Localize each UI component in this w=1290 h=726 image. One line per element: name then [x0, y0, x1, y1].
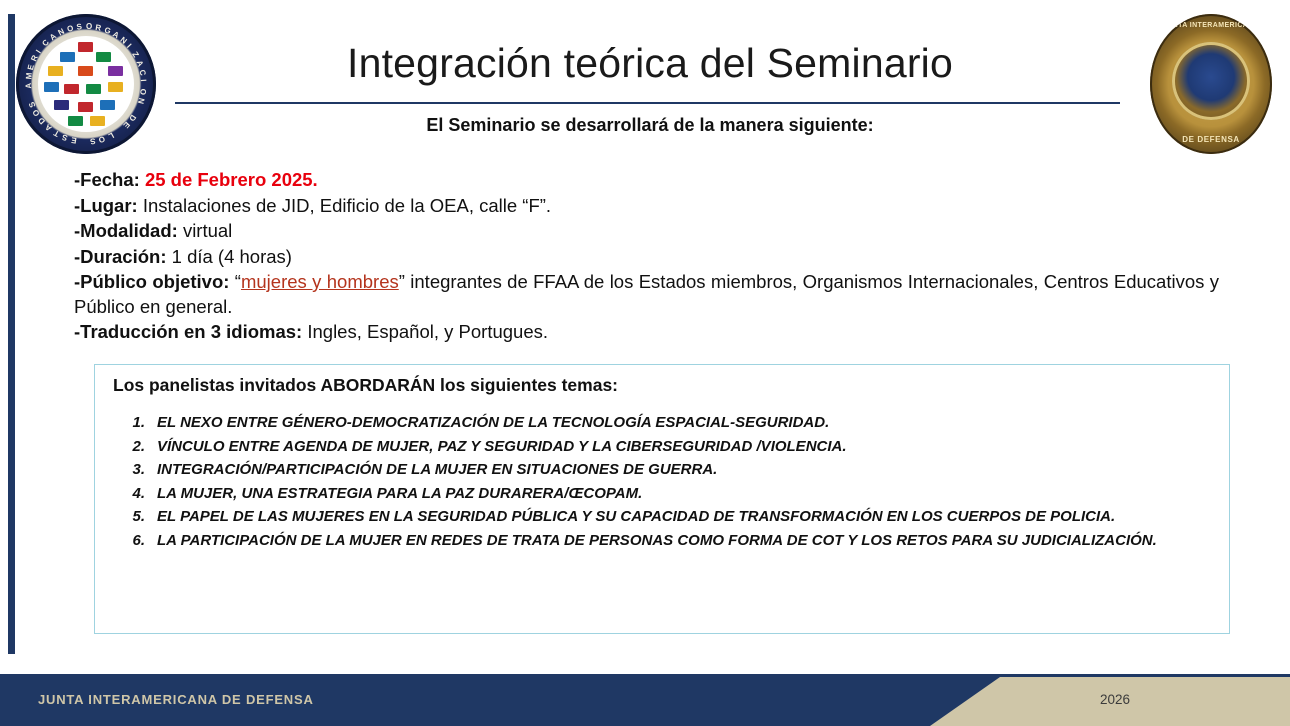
details-list	[74, 168, 1219, 346]
list-item	[115, 507, 1215, 527]
flag-dot	[54, 100, 69, 110]
list-item-text: LA MUJER, UNA ESTRATEGIA PARA LA PAZ DURARERA/ŒCOPAM.	[157, 484, 643, 502]
list-item	[115, 460, 1215, 480]
flag-dot	[108, 82, 123, 92]
list-item	[115, 531, 1215, 551]
list-item-number: 6.	[132, 531, 145, 549]
list-item	[115, 484, 1215, 504]
list-item-number: 4.	[132, 484, 145, 502]
oas-emblem-icon	[16, 14, 156, 154]
flag-dot	[68, 116, 83, 126]
flag-dot	[86, 84, 101, 94]
flag-dot	[90, 116, 105, 126]
footer-year-label: 2026	[1100, 692, 1131, 707]
detail-label: -Lugar:	[74, 194, 138, 216]
flag-dot	[96, 52, 111, 62]
jid-emblem-icon	[1150, 14, 1272, 154]
jid-emblem-top-text: JUNTA INTERAMERICANA	[1162, 22, 1260, 29]
flag-dot	[100, 100, 115, 110]
detail-value: 1 día (4 horas)	[171, 245, 292, 267]
detail-label: -Modalidad:	[74, 220, 178, 241]
flag-dot	[78, 66, 93, 76]
footer-organization-label: JUNTA INTERAMERICANA DE DEFENSA	[38, 692, 314, 707]
page-title: Integración teórica del Seminario	[347, 40, 953, 86]
list-item-text: EL NEXO ENTRE GÉNERO-DEMOCRATIZACIÓN DE LA TECNOLOGÍA ESPACIAL-SEGURIDAD.	[157, 414, 830, 431]
detail-row-traduccion	[74, 320, 1219, 345]
list-item-text: EL PAPEL DE LAS MUJERES EN LA SEGURIDAD PÚBLICA Y SU CAPACIDAD DE TRANSFORMACIÓN EN LOS CUERPOS DE POLICIA.	[157, 508, 1116, 525]
detail-quote-open: “	[234, 271, 241, 292]
topics-panel	[94, 364, 1230, 634]
list-item	[115, 437, 1215, 457]
detail-row-lugar	[74, 194, 1219, 219]
slide-footer	[0, 674, 1290, 726]
jid-emblem-bottom-text: DE DEFENSA	[1182, 135, 1240, 144]
detail-row-duracion	[74, 245, 1219, 270]
flag-dot	[60, 52, 75, 62]
list-item-number: 5.	[132, 508, 145, 525]
detail-value: 25 de Febrero 2025.	[144, 169, 318, 190]
oas-emblem-inner	[38, 36, 134, 132]
list-item-text: INTEGRACIÓN/PARTICIPACIÓN DE LA MUJER EN SITUACIONES DE GUERRA.	[157, 461, 718, 478]
detail-label: -Duración:	[74, 245, 167, 267]
slide-header	[0, 0, 1290, 170]
detail-link[interactable]: mujeres y hombres	[240, 271, 399, 292]
flag-dot	[78, 42, 93, 52]
detail-value: Instalaciones de JID, Edificio de la OEA, calle “F”.	[142, 194, 552, 216]
flag-dot	[48, 66, 63, 76]
page-subtitle: El Seminario se desarrollará de la manera siguiente:	[426, 115, 874, 135]
flag-dot	[108, 66, 123, 76]
list-item-number: 3.	[132, 461, 145, 478]
oas-ring-text: O R G A N I Z A C I O N D E L O S E S T A D O S A M E R I C A N O S	[23, 21, 149, 147]
detail-label: -Fecha:	[74, 169, 140, 190]
list-item-text: LA PARTICIPACIÓN DE LA MUJER EN REDES DE TRATA DE PERSONAS COMO FORMA DE COT Y LOS RETOS PARA SU JUDICIALIZACIÓN.	[157, 531, 1157, 549]
detail-row-fecha	[74, 168, 1219, 193]
topics-list	[115, 413, 1215, 554]
flag-dot	[78, 102, 93, 112]
topics-panel-title: Los panelistas invitados ABORDARÁN los siguientes temas:	[113, 375, 619, 395]
list-item-number: 2.	[132, 437, 145, 455]
list-item-number: 1.	[132, 414, 145, 431]
list-item-text: VÍNCULO ENTRE AGENDA DE MUJER, PAZ Y SEGURIDAD Y LA CIBERSEGURIDAD /VIOLENCIA.	[157, 437, 847, 455]
list-item	[115, 413, 1215, 433]
detail-value: ” integrantes de FFAA de los Estados miembros, Organismos Internacionales, Centros Educativos y Público en general.	[74, 271, 1219, 317]
detail-row-modalidad	[74, 219, 1219, 244]
detail-label: -Traducción en 3 idiomas:	[74, 321, 303, 342]
jid-emblem-inner	[1172, 42, 1250, 120]
flag-dot	[44, 82, 59, 92]
title-divider	[175, 102, 1120, 104]
detail-label: -Público objetivo:	[74, 271, 230, 292]
detail-value: Ingles, Español, y Portugues.	[307, 321, 549, 342]
flag-dot	[64, 84, 79, 94]
detail-row-publico-objetivo	[74, 270, 1219, 319]
detail-value: virtual	[182, 220, 233, 241]
